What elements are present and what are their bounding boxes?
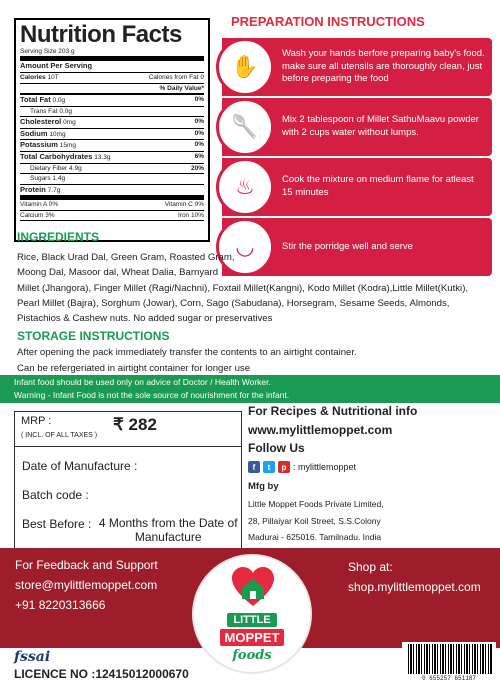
- little-moppet-logo: [192, 554, 312, 674]
- serving-size: Serving Size 203 g: [20, 47, 204, 57]
- preparation-step: [222, 38, 492, 96]
- step-text: Wash your hands berfore preparing baby's food. make sure all utensils are thoroughly clean, just before preparing the food: [282, 47, 485, 85]
- date-of-manufacture-label: Date of Manufacture :: [22, 459, 138, 473]
- facebook-icon[interactable]: f: [248, 461, 260, 473]
- ingredients-heading: INGREDIENTS: [17, 230, 100, 244]
- storage-heading: STORAGE INSTRUCTIONS: [17, 329, 170, 343]
- nutrient-rows: [20, 95, 204, 196]
- mrp-label: MRP :: [21, 415, 52, 427]
- licence-number: LICENCE NO :12415012000670: [14, 667, 189, 681]
- feedback-heading: For Feedback and Support: [15, 558, 158, 572]
- preparation-heading: PREPARATION INSTRUCTIONS: [231, 14, 425, 29]
- nutrient-row: Sodium 10mg 0%: [20, 129, 204, 141]
- website-link[interactable]: www.mylittlemoppet.com: [248, 423, 393, 437]
- calories-row: Calories 10T Calories from Fat 0: [20, 73, 204, 83]
- heart-house-icon: [230, 566, 276, 608]
- barcode-bars: [408, 644, 492, 674]
- nutrition-facts-panel: [14, 18, 210, 242]
- mfg-address: Little Moppet Foods Private Limited, 28, Pillaiyar Koil Street, S.S.Colony Madurai - 625016. Tamilnadu. India: [248, 499, 384, 543]
- recipes-heading: For Recipes & Nutritional info: [248, 404, 418, 418]
- nutrient-row: Cholesterol 0mg 0%: [20, 117, 204, 129]
- follow-us-heading: Follow Us: [248, 441, 305, 455]
- vitamin-rows: [20, 200, 204, 221]
- cooking-pot-icon: ♨: [216, 158, 274, 216]
- social-handle: : mylittlemoppet: [293, 462, 357, 472]
- mrp-box: [14, 411, 242, 447]
- daily-value-header: % Daily Value*: [20, 84, 204, 95]
- batch-code-label: Batch code :: [22, 488, 89, 502]
- pinterest-icon[interactable]: p: [278, 461, 290, 473]
- step-text: Cook the mixture on medium flame for atleast 15 minutes: [282, 174, 474, 198]
- nutrient-row: Total Carbohydrates 13.3g 6%: [20, 152, 204, 164]
- vitamin-row: Vitamin A 0% Vitamin C 0%: [20, 200, 204, 210]
- hand-wash-icon: ✋: [216, 38, 274, 96]
- ingredients-text: Rice, Black Urad Dal, Green Gram, Roasted Gram, Moong Dal, Masoor dal, Wheat Dalia, Barnyard Millet (Jhangora), Finger Millet (Ragi/Nachni), Foxtail Millet(Kangni), Kodo Millet (Kodra),Little Millet(Kutki), Pearl Millet (Bajra), Sorghum (Jowar), Corn, Sago (Sabudana), Horsegram, Sesame Seeds, Almonds, Pistachios & Cashew nuts. No added sugar or preservatives: [17, 252, 469, 325]
- barcode: [402, 642, 496, 684]
- barcode-number: 0 655257 651187: [421, 675, 476, 682]
- logo-line2: MOPPET: [194, 630, 310, 645]
- logo-line1: LITTLE: [194, 614, 310, 626]
- best-before: Best Before : 4 Months from the Date of Manufacture: [22, 516, 238, 544]
- social-links: [248, 461, 356, 473]
- nutrient-row: Potassium 15mg 0%: [20, 140, 204, 152]
- preparation-step: [222, 158, 492, 216]
- support-email[interactable]: store@mylittlemoppet.com: [15, 578, 158, 592]
- vitamin-row: Calcium 3% Iron 10%: [20, 211, 204, 221]
- nutrient-row: Sugars 1.4g: [20, 174, 204, 184]
- mrp-value: ₹ 282: [113, 415, 157, 434]
- mfg-heading: Mfg by: [248, 481, 279, 492]
- nutrition-title: Nutrition Facts: [20, 21, 182, 48]
- mixing-icon: 🥄: [216, 98, 274, 156]
- nutrient-row: Protein 7.7g: [20, 185, 204, 197]
- shop-heading: Shop at:: [348, 560, 393, 574]
- stir-bowl-icon: ◡: [216, 218, 274, 276]
- nutrient-row: Dietary Fiber 4.9g 20%: [20, 164, 204, 174]
- infant-food-notice: Infant food should be used only on advice of Doctor / Health Worker. Warning - Infant Food is not the sole source of nourishment for the infant.: [0, 375, 500, 403]
- nutrient-row: Trans Fat 0.0g: [20, 107, 204, 117]
- preparation-step: [222, 98, 492, 156]
- logo-line3: foods: [232, 648, 272, 663]
- shop-link[interactable]: shop.mylittlemoppet.com: [348, 580, 481, 594]
- mrp-subtext: ( INCL. OF ALL TAXES ): [21, 432, 98, 439]
- fssai-logo: fssai: [14, 649, 51, 665]
- step-text: Mix 2 tablespoon of Millet SathuMaavu powder with 2 cups water without lumps.: [282, 114, 479, 138]
- amount-per-serving: Amount Per Serving: [20, 61, 204, 73]
- nutrient-row: Total Fat 0.0g 0%: [20, 95, 204, 107]
- twitter-icon[interactable]: t: [263, 461, 275, 473]
- storage-text: After opening the pack immediately transfer the contents to an airtight container. Can be refergeriated in airtight container for longer use: [17, 347, 357, 374]
- support-phone[interactable]: +91 8220313666: [15, 598, 106, 612]
- step-text: Stir the porridge well and serve: [282, 240, 413, 252]
